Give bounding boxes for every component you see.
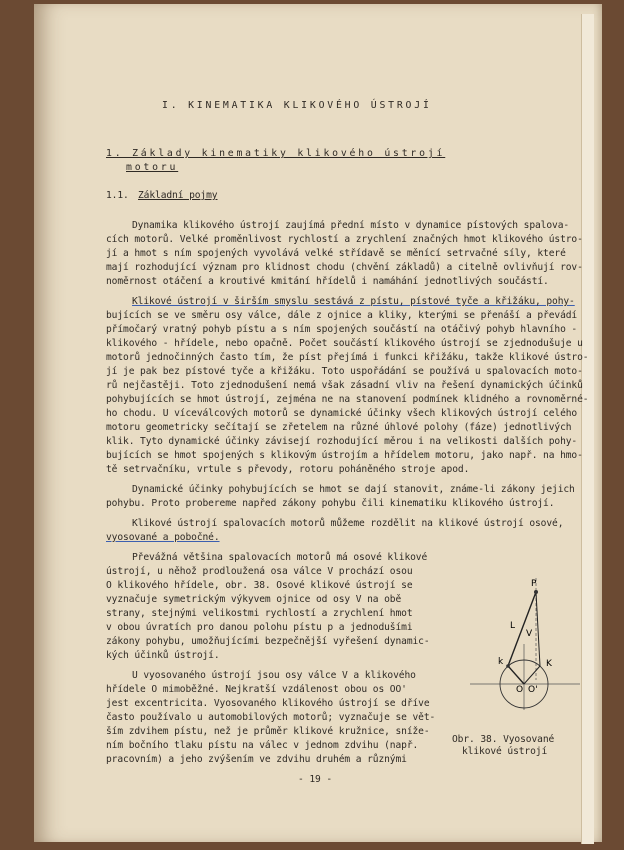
para1-line: jí a hmot s ním spojených vyvolává velké střídavě se měnící setrvačné síly, které bbox=[106, 248, 566, 259]
para6-line: ším zdvihem pístu, než je průměr klikové kružnice, sníže- bbox=[106, 726, 430, 737]
para2-line: ho chodu. U víceválcových motorů se dynamické účinky všech klikových ústrojí celého bbox=[106, 408, 578, 419]
para1-line: mají rozhodující význam pro klidnost chodu (chvění základů) a citelně ovlivňují rov- bbox=[106, 262, 583, 273]
figure-caption-line1: Obr. 38. Vyosované bbox=[452, 734, 555, 745]
para4-line: vyosované a pobočné. bbox=[106, 532, 220, 543]
subsection-title: Základní pojmy bbox=[138, 190, 218, 201]
para2-line: přímočarý vratný pohyb pístu a s ním spojených součástí na otáčivý pohyb hlavního - bbox=[106, 324, 578, 335]
piston-pin bbox=[534, 590, 538, 594]
para5-line: ústrojí, u něhož prodloužená osa válce V prochází osou bbox=[106, 566, 413, 577]
label-v: V bbox=[526, 629, 533, 639]
para3-line: pohybu. Proto probereme napřed zákony pohybu čili kinematiku klikového ústrojí. bbox=[106, 498, 555, 509]
para1-line: Dynamika klikového ústrojí zaujímá přední místo v dynamice pístových spalova- bbox=[132, 220, 570, 231]
section-title-line2: motoru bbox=[126, 162, 179, 173]
crank-arm bbox=[508, 666, 524, 684]
para2-line: bujících se ve směru osy válce, dále z ojnice a kliky, kterými se přenáší a převádí bbox=[106, 310, 578, 321]
label-K: K bbox=[546, 659, 552, 669]
para2-line: jí je pak bez pístové tyče a křižáku. Toto uspořádání se používá u spalovacích moto- bbox=[106, 366, 583, 377]
rod-position-2 bbox=[536, 592, 540, 666]
book-page bbox=[34, 4, 602, 842]
crank-mechanism-figure bbox=[468, 570, 588, 716]
figure-caption-line2: klikové ústrojí bbox=[462, 746, 548, 757]
para5-line: vyznačuje symetrickým výkyvem ojnice od osy V na obě bbox=[106, 594, 402, 605]
page-number: - 19 - bbox=[298, 774, 333, 785]
label-o: O bbox=[516, 685, 524, 695]
para2-line: Klikové ústrojí v širším smyslu sestává z pístu, pístové tyče a křižáku, pohy- bbox=[132, 296, 575, 307]
page-edge bbox=[581, 14, 594, 844]
section-title-line1: 1. Základy kinematiky klikového ústrojí bbox=[106, 148, 446, 159]
para2-line: tě setrvačníku, vrtule s převody, rotoru poháněného stroje apod. bbox=[106, 464, 470, 475]
para5-line: kých účinků ústrojí. bbox=[106, 650, 220, 661]
para6-line: často používalo u automobilových motorů; vyznačuje se vět- bbox=[106, 712, 436, 723]
crank-arm-2 bbox=[524, 666, 540, 684]
label-k: k bbox=[498, 657, 504, 667]
para6-line: U vyosovaného ústrojí jsou osy válce V a klikového bbox=[132, 670, 416, 681]
para2-line: motoru geometricky sečítají se zřetelem na různé úhlové polohy (fáze) jednotlivých bbox=[106, 422, 572, 433]
para1-line: noměrnost otáčení a kroutivé kmitání hřídelů i namáhání jednotlivých součástí. bbox=[106, 276, 549, 287]
para6-line: pracovním) a jeho zvýšením ve zdvihu druhém a různými bbox=[106, 754, 407, 765]
chapter-title: I. KINEMATIKA KLIKOVÉHO ÚSTROJÍ bbox=[162, 100, 432, 111]
para5-line: strany, stejnými velikostmi rychlostí a zrychlení hmot bbox=[106, 608, 413, 619]
para2-line: klik. Tyto dynamické účinky závisejí rozhodující měrou i na velikosti dalších pohy- bbox=[106, 436, 578, 447]
para6-line: jest excentricita. Vyosovaného klikového ústrojí se dříve bbox=[106, 698, 430, 709]
para5-line: O klikového hřídele, obr. 38. Osové klikové ústrojí se bbox=[106, 580, 413, 591]
label-o-prime: O' bbox=[528, 685, 538, 695]
para5-line: v obou úvratích pro danou polohu pístu p a jednodušími bbox=[106, 622, 413, 633]
para2-line: pohybujících se hmot ústrojí, zejména ne na stanovení podmínek klidného a rovnoměrné- bbox=[106, 394, 589, 405]
para6-line: hřídele O mimoběžné. Nejkratší vzdálenost obou os OO' bbox=[106, 684, 407, 695]
label-p: P bbox=[531, 579, 537, 589]
para5-line: zákony pohybu, umožňujícími bezpečnější vyřešení dynamic- bbox=[106, 636, 430, 647]
para3-line: Dynamické účinky pohybujících se hmot se dají stanovit, známe-li zákony jejich bbox=[132, 484, 575, 495]
para2-line: motorů jednočinných často tím, že píst přejímá i funkci křižáku, takže klikové ústro- bbox=[106, 352, 589, 363]
para4-line: Klikové ústrojí spalovacích motorů můžeme rozdělit na klikové ústrojí osové, bbox=[132, 518, 564, 529]
para2-line: rů nejčastěji. Toto zjednodušení nemá však zásadní vliv na řešení dynamických účinků bbox=[106, 380, 583, 391]
para2-line: klikového - hřídele, nebo opačně. Počet součástí klikového ústrojí se zjednodušuje u bbox=[106, 338, 583, 349]
para2-line: bujících se hmot spojených s klikovým ústrojím a hřídelem motoru, jako např. na hmo- bbox=[106, 450, 583, 461]
label-l: L bbox=[510, 621, 516, 631]
para1-line: cích motorů. Velké proměnlivost rychlostí a zrychlení značných hmot klikového ústro- bbox=[106, 234, 583, 245]
crank-pin bbox=[506, 664, 510, 668]
para6-line: ním bočního tlaku pístu na válec v jednom zdvihu (např. bbox=[106, 740, 419, 751]
para5-line: Převážná většina spalovacích motorů má osové klikové bbox=[132, 552, 428, 563]
subsection-number: 1.1. bbox=[106, 190, 129, 201]
